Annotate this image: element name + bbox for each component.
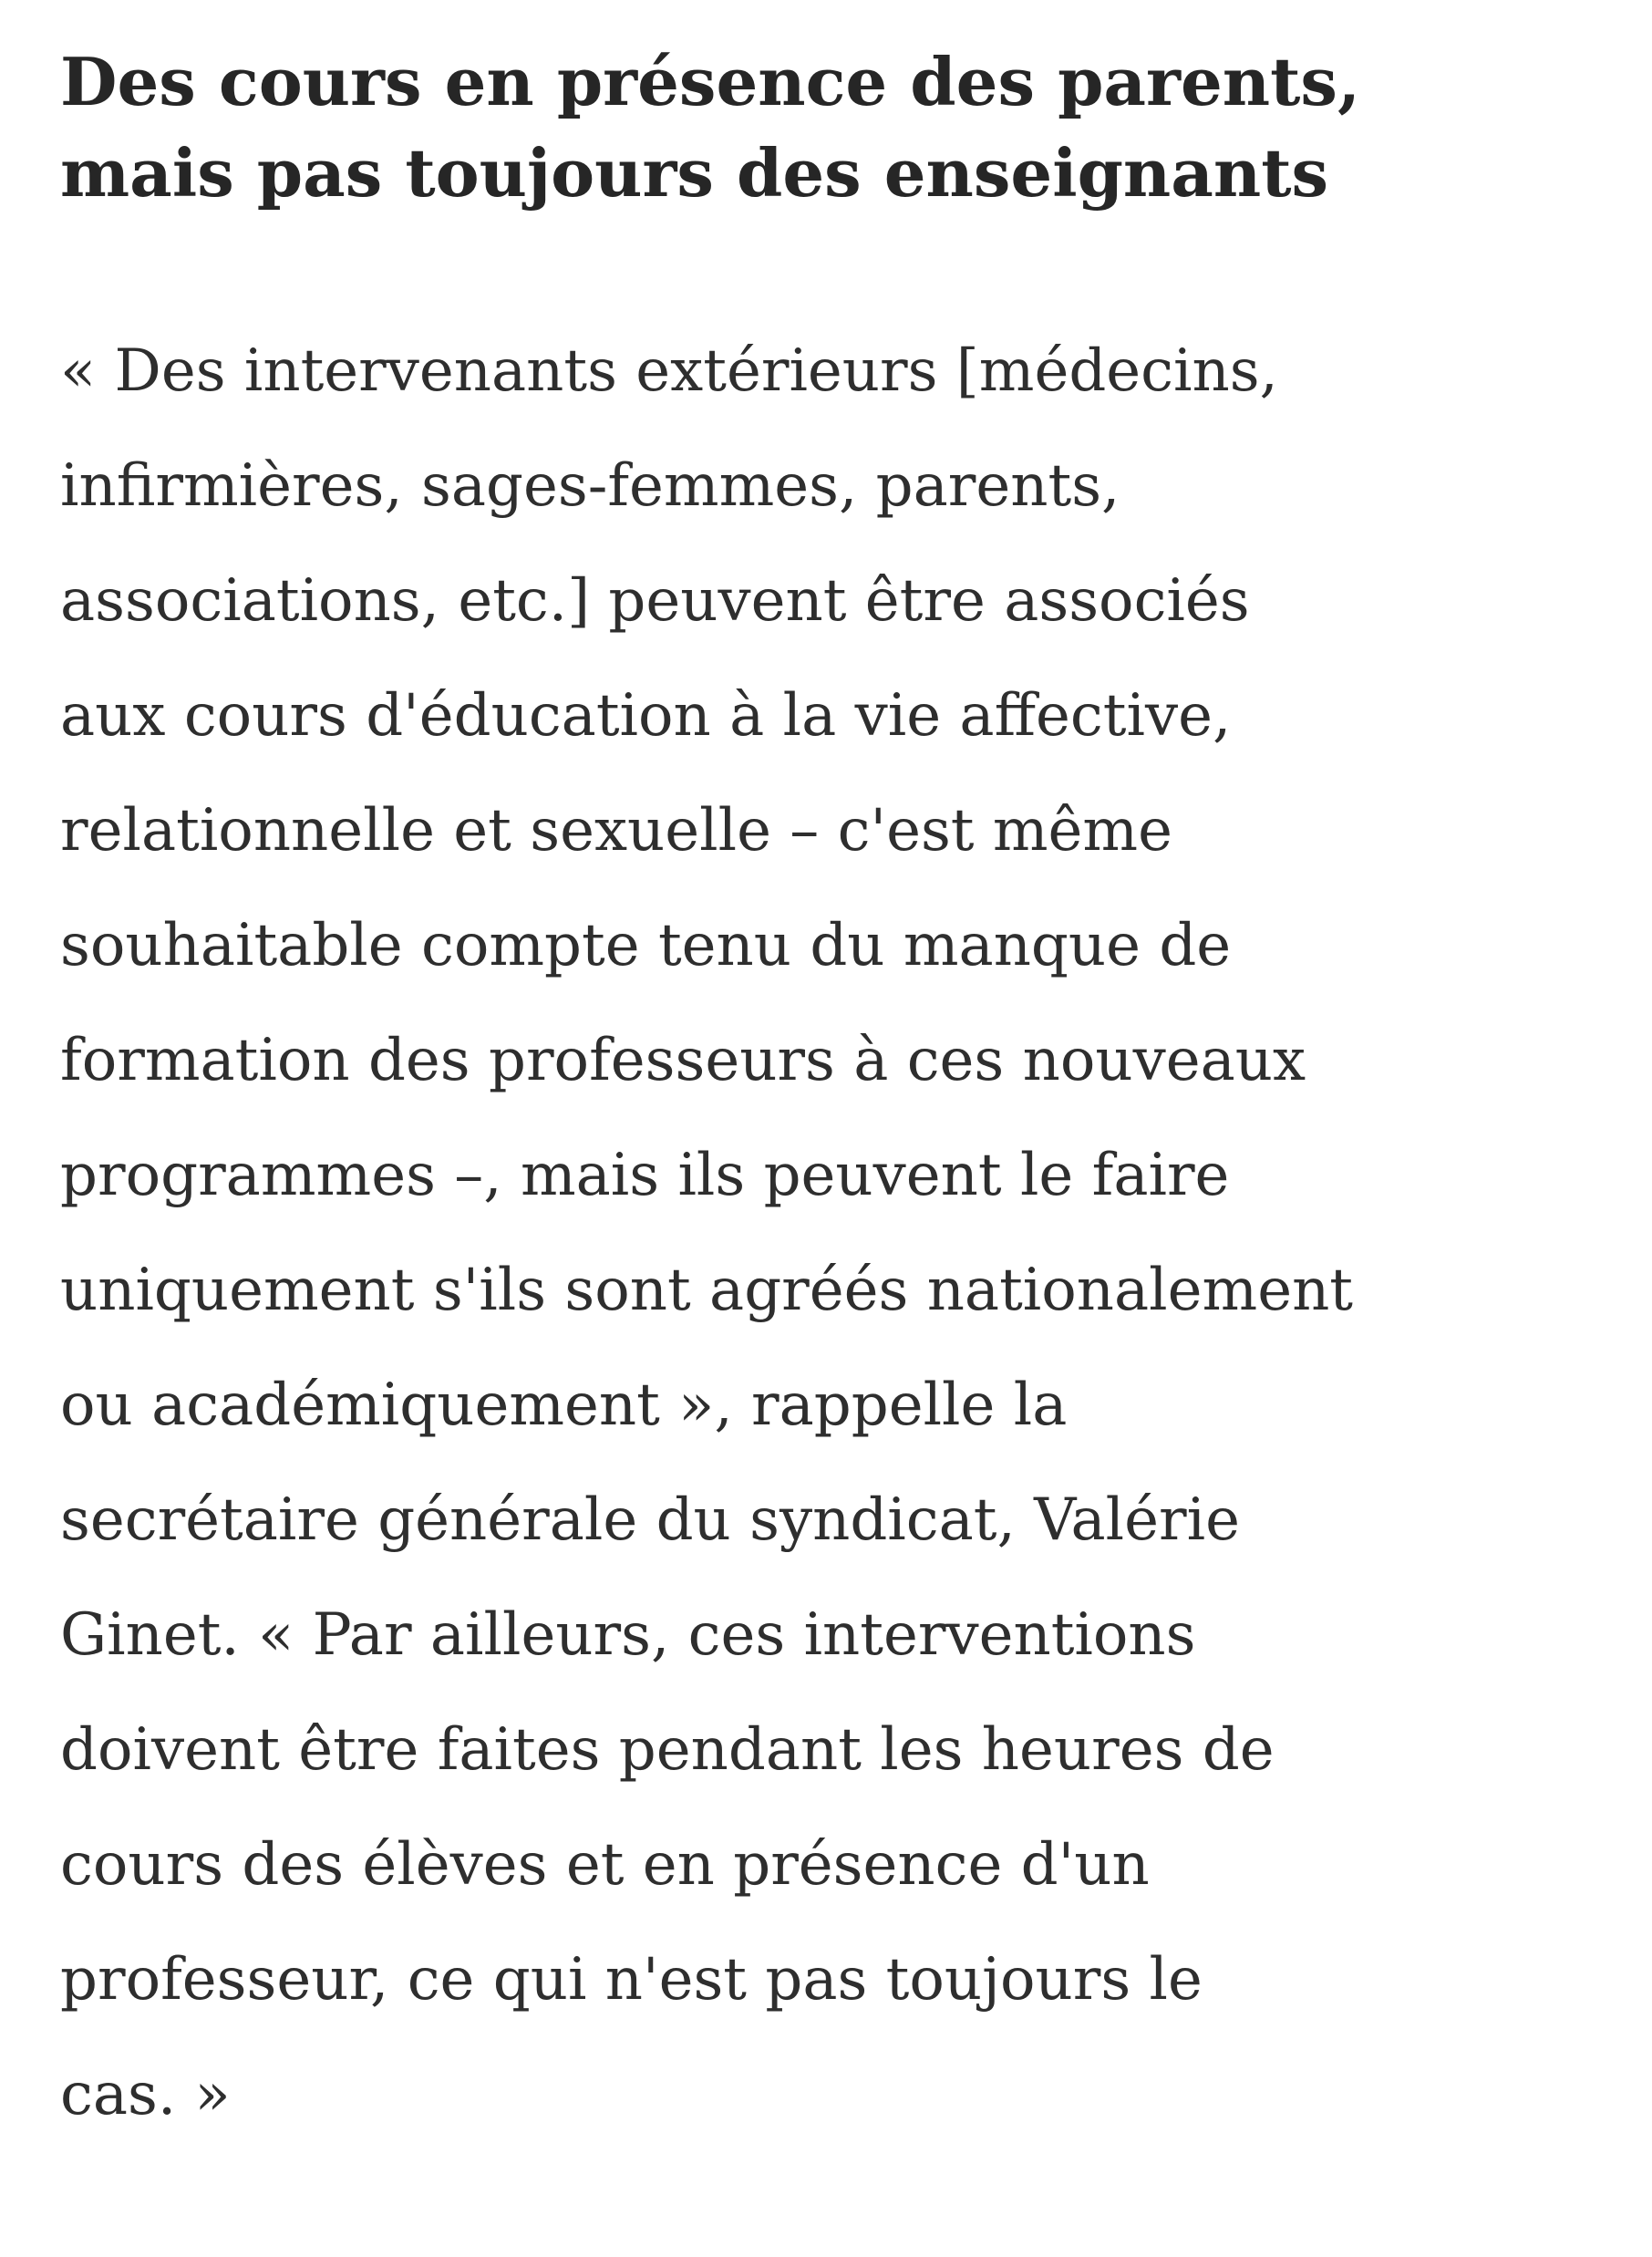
heading-line: Des cours en présence des parents, [60, 43, 1361, 120]
heading-line: mais pas toujours des enseignants [60, 134, 1329, 212]
quote-paragraph [60, 314, 1628, 2152]
paragraph-line: infirmières, sages-femmes, parents, [60, 452, 1120, 520]
section-heading [60, 36, 1628, 219]
paragraph-line: secrétaire générale du syndicat, Valérie [60, 1486, 1240, 1554]
paragraph-line: formation des professeurs à ces nouveaux [60, 1027, 1306, 1094]
paragraph-line: cas. » [60, 2061, 231, 2128]
paragraph-line: ou académiquement », rappelle la [60, 1372, 1068, 1439]
paragraph-line: relationnelle et sexuelle – c'est même [60, 797, 1172, 864]
article [60, 36, 1628, 2152]
paragraph-line: « Des intervenants extérieurs [médecins, [60, 337, 1278, 405]
paragraph-line: cours des élèves et en présence d'un [60, 1831, 1150, 1899]
paragraph-line: programmes –, mais ils peuvent le faire [60, 1142, 1230, 1209]
paragraph-line: souhaitable compte tenu du manque de [60, 912, 1232, 979]
paragraph-line: Ginet. « Par ailleurs, ces interventions [60, 1601, 1196, 1669]
paragraph-line: associations, etc.] peuvent être associés [60, 567, 1250, 635]
paragraph-line: aux cours d'éducation à la vie affective, [60, 682, 1232, 750]
paragraph-line: professeur, ce qui n'est pas toujours le [60, 1946, 1203, 2014]
paragraph-line: uniquement s'ils sont agréés nationalement [60, 1257, 1353, 1324]
paragraph-line: doivent être faites pendant les heures de [60, 1716, 1275, 1784]
